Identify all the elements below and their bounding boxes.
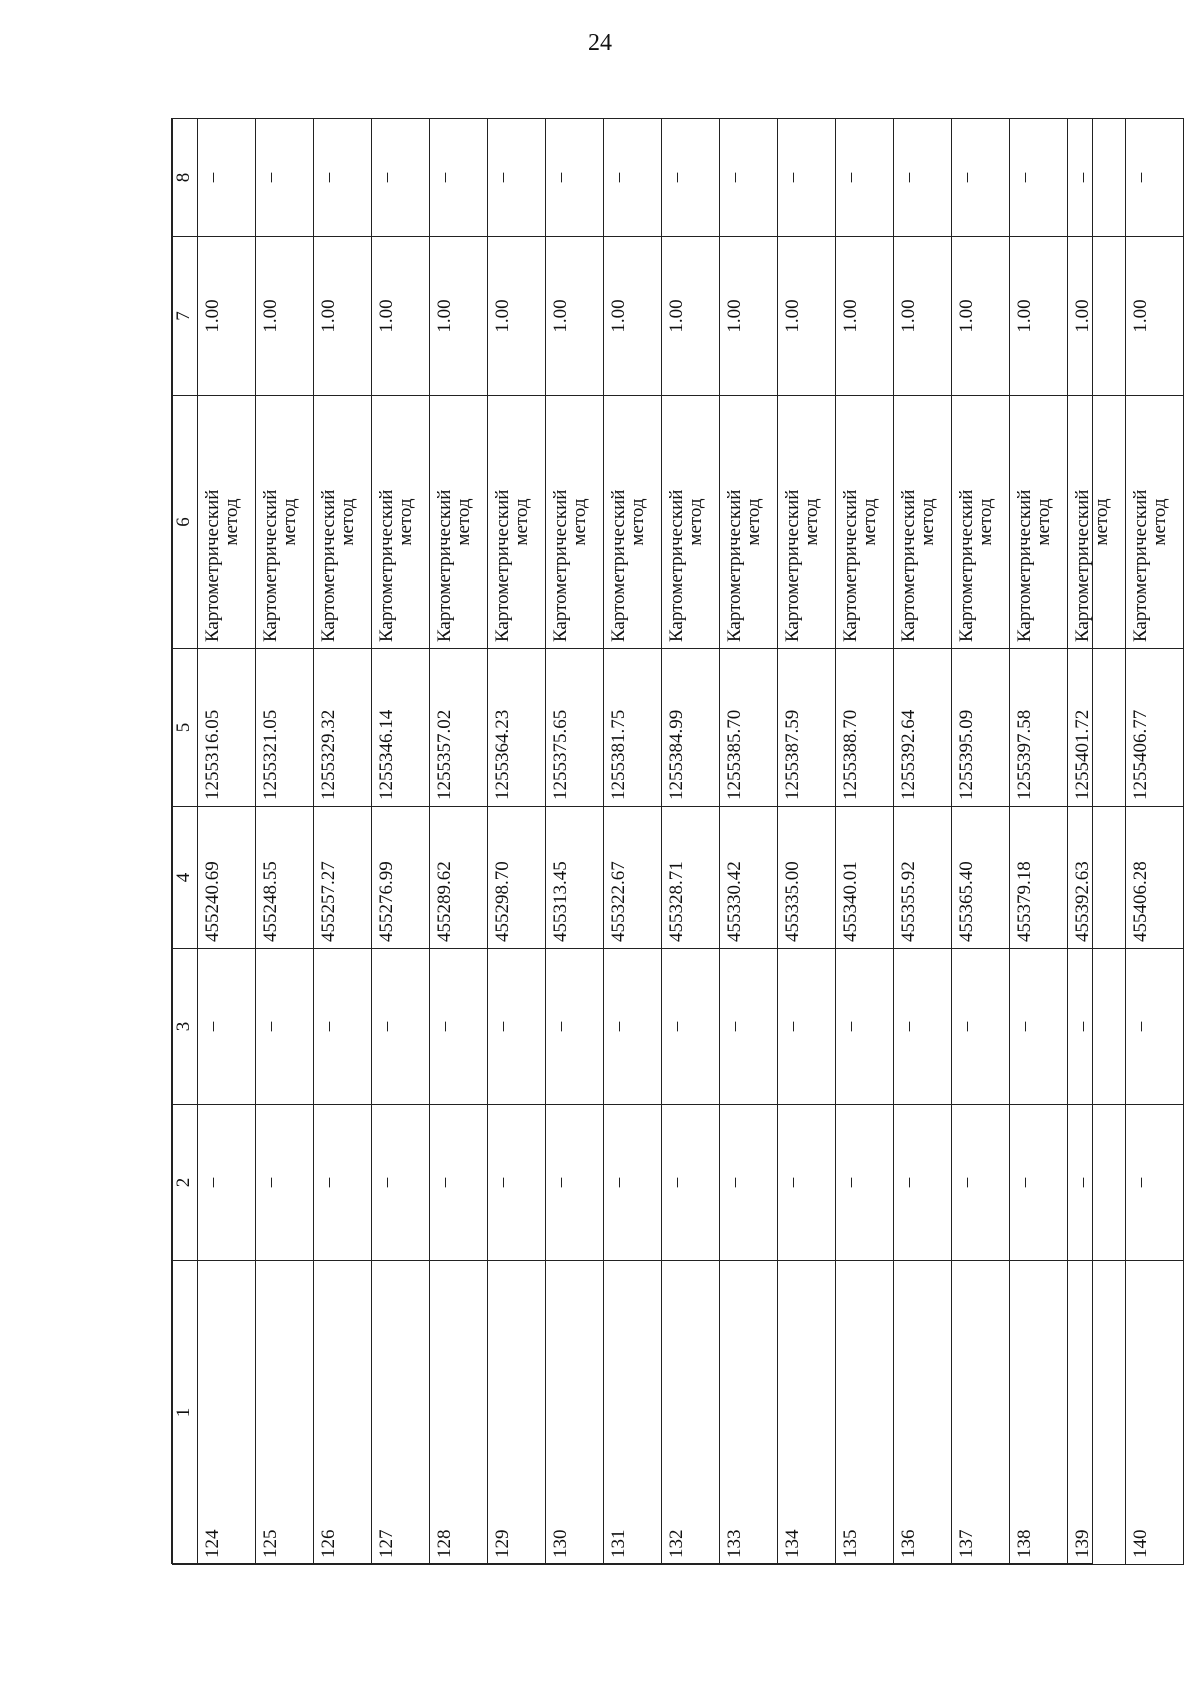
col8-value-cell: – — [720, 119, 778, 237]
method-cell — [256, 396, 314, 649]
table-row — [720, 119, 778, 1565]
method-line-1: Картометрический — [782, 489, 803, 642]
y-coordinate-cell: 1255316.05 — [198, 649, 256, 807]
x-coordinate-cell: 455276.99 — [372, 807, 430, 949]
table-row — [836, 119, 894, 1565]
accuracy-cell: 1.00 — [836, 237, 894, 396]
x-coordinate-cell: 455257.27 — [314, 807, 372, 949]
column-header: 4 — [173, 807, 198, 949]
col3-value-cell: – — [778, 949, 836, 1105]
table-row — [662, 119, 720, 1565]
method-line-2: метод — [917, 498, 938, 546]
col2-value-cell: – — [720, 1105, 778, 1261]
y-coordinate-cell: 1255329.32 — [314, 649, 372, 807]
method-line-1: Картометрический — [1014, 489, 1035, 642]
method-line-1: Картометрический — [202, 489, 223, 642]
col8-value-cell: – — [256, 119, 314, 237]
method-line-1: Картометрический — [434, 489, 455, 642]
method-cell — [720, 396, 778, 649]
page-number: 24 — [588, 30, 612, 56]
method-line-1: Картометрический — [492, 489, 513, 642]
col2-value-cell: – — [1010, 1105, 1068, 1261]
point-number-cell: 140 — [1126, 1261, 1184, 1565]
col2-value-cell: – — [952, 1105, 1010, 1261]
col3-value-cell: – — [314, 949, 372, 1105]
col8-value-cell: – — [894, 119, 952, 237]
col8-value-cell: – — [662, 119, 720, 237]
x-coordinate-cell: 455322.67 — [604, 807, 662, 949]
col2-value-cell: – — [546, 1105, 604, 1261]
method-line-2: метод — [627, 498, 648, 546]
table-row — [952, 119, 1010, 1565]
col3-value-cell: – — [488, 949, 546, 1105]
method-line-2: метод — [569, 498, 590, 546]
y-coordinate-cell: 1255401.72 — [1068, 649, 1126, 807]
y-coordinate-cell: 1255385.70 — [720, 649, 778, 807]
method-line-2: метод — [337, 498, 358, 546]
col2-value-cell: – — [256, 1105, 314, 1261]
col8-value-cell: – — [430, 119, 488, 237]
col2-value-cell: – — [198, 1105, 256, 1261]
y-coordinate-cell: 1255397.58 — [1010, 649, 1068, 807]
x-coordinate-cell: 455298.70 — [488, 807, 546, 949]
y-coordinate-cell: 1255392.64 — [894, 649, 952, 807]
method-cell — [488, 396, 546, 649]
table-row — [1068, 119, 1126, 1565]
y-coordinate-cell: 1255346.14 — [372, 649, 430, 807]
x-coordinate-cell: 455355.92 — [894, 807, 952, 949]
y-coordinate-cell: 1255406.77 — [1126, 649, 1184, 807]
method-line-1: Картометрический — [608, 489, 629, 642]
col2-value-cell: – — [1126, 1105, 1184, 1261]
col8-value-cell: – — [778, 119, 836, 237]
table-row — [256, 119, 314, 1565]
table-row — [546, 119, 604, 1565]
point-number-cell: 134 — [778, 1261, 836, 1565]
col3-value-cell: – — [952, 949, 1010, 1105]
point-number-cell: 137 — [952, 1261, 1010, 1565]
point-number-cell: 127 — [372, 1261, 430, 1565]
method-line-2: метод — [221, 498, 242, 546]
method-line-2: метод — [975, 498, 996, 546]
accuracy-cell: 1.00 — [1068, 237, 1126, 396]
col2-value-cell: – — [894, 1105, 952, 1261]
col8-value-cell: – — [952, 119, 1010, 237]
rotated-table-container — [172, 119, 1170, 1565]
method-line-2: метод — [279, 498, 300, 546]
col2-value-cell: – — [1068, 1105, 1126, 1261]
point-number-cell: 132 — [662, 1261, 720, 1565]
accuracy-cell: 1.00 — [546, 237, 604, 396]
method-line-1: Картометрический — [1072, 489, 1093, 642]
method-line-1: Картометрический — [1130, 489, 1151, 642]
table-row — [604, 119, 662, 1565]
col8-value-cell: – — [836, 119, 894, 237]
method-line-1: Картометрический — [898, 489, 919, 642]
method-line-1: Картометрический — [840, 489, 861, 642]
point-number-cell: 124 — [198, 1261, 256, 1565]
method-line-2: метод — [1091, 498, 1112, 546]
point-number-cell: 130 — [546, 1261, 604, 1565]
accuracy-cell: 1.00 — [314, 237, 372, 396]
accuracy-cell: 1.00 — [720, 237, 778, 396]
method-line-2: метод — [511, 498, 532, 546]
table-row — [1126, 119, 1184, 1565]
table-row — [1010, 119, 1068, 1565]
method-line-1: Картометрический — [376, 489, 397, 642]
col8-value-cell: – — [546, 119, 604, 237]
point-number-cell: 125 — [256, 1261, 314, 1565]
x-coordinate-cell: 455335.00 — [778, 807, 836, 949]
method-cell — [1010, 396, 1068, 649]
col3-value-cell: – — [1126, 949, 1184, 1105]
point-number-cell: 131 — [604, 1261, 662, 1565]
method-line-1: Картометрический — [956, 489, 977, 642]
column-header: 5 — [173, 649, 198, 807]
method-cell — [778, 396, 836, 649]
y-coordinate-cell: 1255387.59 — [778, 649, 836, 807]
table-row — [430, 119, 488, 1565]
x-coordinate-cell: 455392.63 — [1068, 807, 1126, 949]
col2-value-cell: – — [372, 1105, 430, 1261]
col3-value-cell: – — [430, 949, 488, 1105]
col3-value-cell: – — [836, 949, 894, 1105]
col3-value-cell: – — [720, 949, 778, 1105]
point-number-cell: 139 — [1068, 1261, 1126, 1565]
method-line-2: метод — [395, 498, 416, 546]
column-header: 7 — [173, 237, 198, 396]
y-coordinate-cell: 1255357.02 — [430, 649, 488, 807]
col2-value-cell: – — [314, 1105, 372, 1261]
method-cell — [952, 396, 1010, 649]
y-coordinate-cell: 1255384.99 — [662, 649, 720, 807]
col3-value-cell: – — [372, 949, 430, 1105]
accuracy-cell: 1.00 — [1126, 237, 1184, 396]
coordinates-table-frame — [171, 118, 1170, 1564]
col2-value-cell: – — [430, 1105, 488, 1261]
method-line-2: метод — [1149, 498, 1170, 546]
method-line-1: Картометрический — [260, 489, 281, 642]
point-number-cell: 138 — [1010, 1261, 1068, 1565]
col8-value-cell: – — [1010, 119, 1068, 237]
col3-value-cell: – — [1010, 949, 1068, 1105]
table-row — [372, 119, 430, 1565]
method-line-2: метод — [801, 498, 822, 546]
col2-value-cell: – — [778, 1105, 836, 1261]
point-number-cell: 133 — [720, 1261, 778, 1565]
x-coordinate-cell: 455328.71 — [662, 807, 720, 949]
point-number-cell: 129 — [488, 1261, 546, 1565]
y-coordinate-cell: 1255388.70 — [836, 649, 894, 807]
col8-value-cell: – — [198, 119, 256, 237]
table-row — [894, 119, 952, 1565]
column-header: 8 — [173, 119, 198, 237]
col2-value-cell: – — [662, 1105, 720, 1261]
point-number-cell: 126 — [314, 1261, 372, 1565]
col2-value-cell: – — [488, 1105, 546, 1261]
table-row — [314, 119, 372, 1565]
accuracy-cell: 1.00 — [952, 237, 1010, 396]
col3-value-cell: – — [546, 949, 604, 1105]
y-coordinate-cell: 1255395.09 — [952, 649, 1010, 807]
method-cell — [1126, 396, 1184, 649]
method-line-1: Картометрический — [724, 489, 745, 642]
method-cell — [314, 396, 372, 649]
x-coordinate-cell: 455289.62 — [430, 807, 488, 949]
accuracy-cell: 1.00 — [604, 237, 662, 396]
col2-value-cell: – — [836, 1105, 894, 1261]
col8-value-cell: – — [604, 119, 662, 237]
accuracy-cell: 1.00 — [488, 237, 546, 396]
method-cell — [604, 396, 662, 649]
col8-value-cell: – — [1068, 119, 1126, 237]
accuracy-cell: 1.00 — [256, 237, 314, 396]
point-number-cell: 128 — [430, 1261, 488, 1565]
method-line-2: метод — [743, 498, 764, 546]
y-coordinate-cell: 1255381.75 — [604, 649, 662, 807]
col8-value-cell: – — [1126, 119, 1184, 237]
x-coordinate-cell: 455240.69 — [198, 807, 256, 949]
method-cell — [1068, 396, 1126, 649]
accuracy-cell: 1.00 — [430, 237, 488, 396]
accuracy-cell: 1.00 — [198, 237, 256, 396]
table-row — [488, 119, 546, 1565]
x-coordinate-cell: 455330.42 — [720, 807, 778, 949]
column-header: 1 — [173, 1261, 198, 1565]
column-header: 2 — [173, 1105, 198, 1261]
coordinates-table — [172, 118, 1184, 1565]
col3-value-cell: – — [662, 949, 720, 1105]
y-coordinate-cell: 1255321.05 — [256, 649, 314, 807]
method-line-1: Картометрический — [666, 489, 687, 642]
col3-value-cell: – — [198, 949, 256, 1105]
x-coordinate-cell: 455248.55 — [256, 807, 314, 949]
y-coordinate-cell: 1255375.65 — [546, 649, 604, 807]
accuracy-cell: 1.00 — [1010, 237, 1068, 396]
column-header: 3 — [173, 949, 198, 1105]
col8-value-cell: – — [488, 119, 546, 237]
method-cell — [430, 396, 488, 649]
accuracy-cell: 1.00 — [662, 237, 720, 396]
col3-value-cell: – — [256, 949, 314, 1105]
header-row — [173, 119, 198, 1565]
col8-value-cell: – — [372, 119, 430, 237]
method-cell — [546, 396, 604, 649]
x-coordinate-cell: 455313.45 — [546, 807, 604, 949]
col8-value-cell: – — [314, 119, 372, 237]
x-coordinate-cell: 455379.18 — [1010, 807, 1068, 949]
column-header: 6 — [173, 396, 198, 649]
method-line-1: Картометрический — [550, 489, 571, 642]
table-row — [778, 119, 836, 1565]
method-cell — [198, 396, 256, 649]
method-cell — [894, 396, 952, 649]
point-number-cell: 136 — [894, 1261, 952, 1565]
method-line-2: метод — [685, 498, 706, 546]
point-number-cell: 135 — [836, 1261, 894, 1565]
method-line-2: метод — [859, 498, 880, 546]
method-line-2: метод — [453, 498, 474, 546]
method-cell — [836, 396, 894, 649]
col3-value-cell: – — [604, 949, 662, 1105]
method-line-1: Картометрический — [318, 489, 339, 642]
method-cell — [662, 396, 720, 649]
x-coordinate-cell: 455406.28 — [1126, 807, 1184, 949]
y-coordinate-cell: 1255364.23 — [488, 649, 546, 807]
table-row — [198, 119, 256, 1565]
col2-value-cell: – — [604, 1105, 662, 1261]
x-coordinate-cell: 455365.40 — [952, 807, 1010, 949]
method-line-2: метод — [1033, 498, 1054, 546]
method-cell — [372, 396, 430, 649]
x-coordinate-cell: 455340.01 — [836, 807, 894, 949]
col3-value-cell: – — [1068, 949, 1126, 1105]
accuracy-cell: 1.00 — [372, 237, 430, 396]
accuracy-cell: 1.00 — [778, 237, 836, 396]
col3-value-cell: – — [894, 949, 952, 1105]
accuracy-cell: 1.00 — [894, 237, 952, 396]
